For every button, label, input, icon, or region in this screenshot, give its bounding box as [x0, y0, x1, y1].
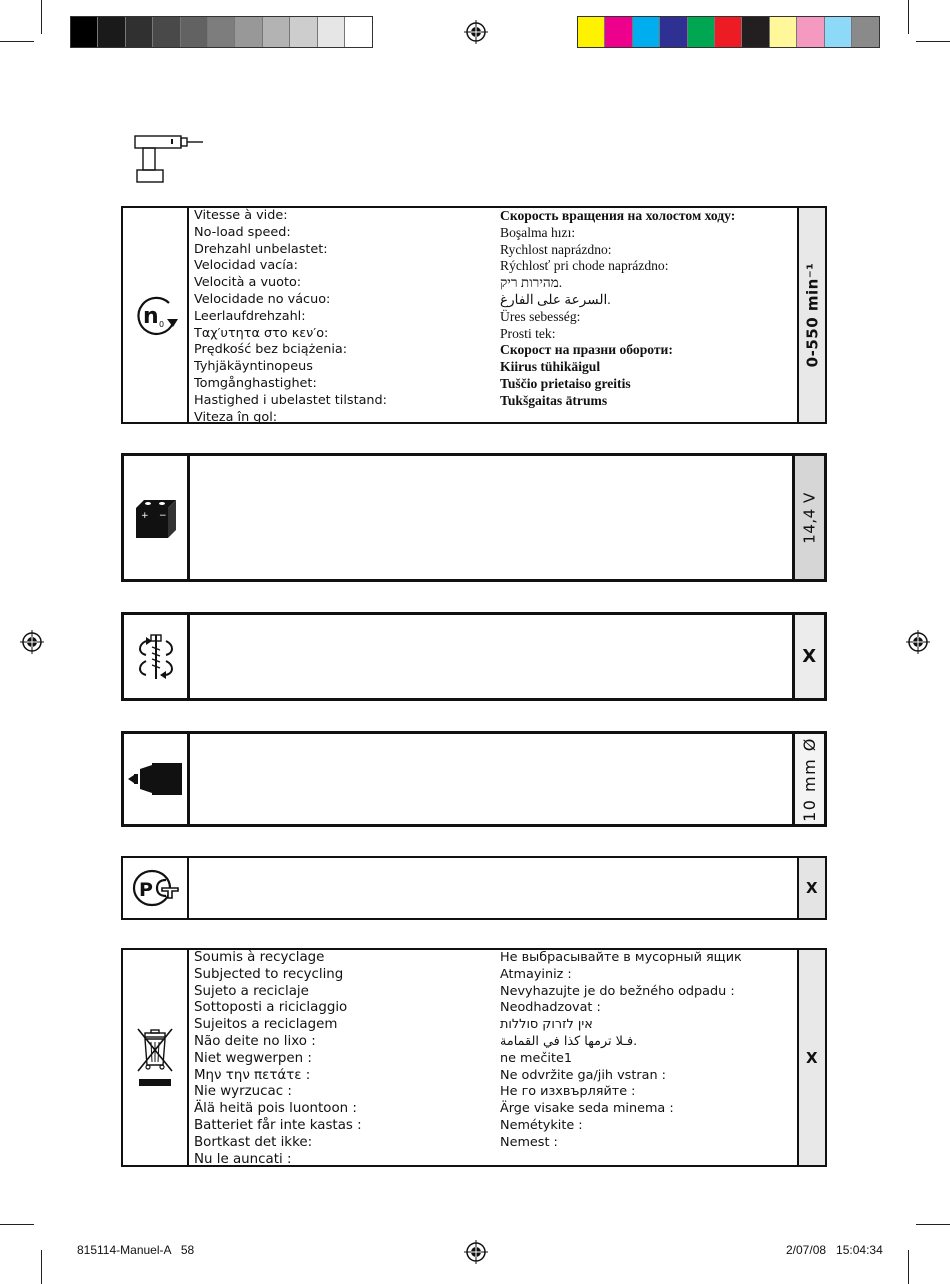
- spec-label: .فـلا ترمها كذا في القمامة: [500, 1033, 638, 1049]
- registration-mark-icon: [464, 20, 488, 44]
- color-swatch: [290, 17, 317, 47]
- crop-mark: [916, 41, 950, 42]
- battery-icon: [132, 496, 180, 540]
- chuck-icon: [126, 761, 186, 797]
- spec-label: Не го изхвърляйте :: [500, 1084, 636, 1100]
- spec-label: Niet wegwerpen :: [194, 1050, 312, 1066]
- torque-adjust-icon: [136, 631, 176, 683]
- spec-label: Скорост на празни обороти:: [500, 342, 673, 358]
- color-swatch: [660, 17, 687, 47]
- spec-label: Tyhjäkäyntinopeus: [194, 359, 313, 375]
- spec-label: Älä heitä pois luontoon :: [194, 1101, 357, 1117]
- spec-label: Vitesse à vide:: [194, 208, 288, 223]
- recycling-labels-left: [194, 950, 362, 1168]
- registration-mark-icon: [20, 630, 44, 654]
- speed-value-cell: [797, 208, 825, 422]
- spec-label: Tukšgaitas ātrums: [500, 392, 608, 408]
- spec-label: Soumis à recyclage: [194, 950, 325, 965]
- spec-label: .السرعة على الفارغ: [500, 291, 611, 307]
- color-swatch: [688, 17, 715, 47]
- certification-value: X: [805, 879, 819, 897]
- color-swatch: [852, 17, 879, 47]
- pct-certification-icon: [130, 867, 180, 909]
- color-swatch: [98, 17, 125, 47]
- spec-label: No-load speed:: [194, 224, 291, 240]
- color-swatch: [153, 17, 180, 47]
- color-swatch: [797, 17, 824, 47]
- recycling-value-cell: [797, 950, 825, 1165]
- spec-label: Hastighed i ubelastet tilstand:: [194, 392, 387, 408]
- spec-label: Rýchlosť pri chode naprázdno:: [500, 258, 669, 274]
- chuck-icon-cell: [124, 734, 190, 824]
- color-swatch: [235, 17, 262, 47]
- battery-value-cell: [792, 456, 824, 579]
- spec-label: Nie wyrzucac :: [194, 1084, 292, 1100]
- spec-label: Leerlaufdrehzahl:: [194, 308, 306, 324]
- spec-label: Prędkość bez bciążenia:: [194, 342, 348, 358]
- speed-icon-cell: [123, 208, 189, 422]
- spec-label: Üres sebesség:: [500, 308, 581, 324]
- spec-label: Neodhadzovat :: [500, 1000, 601, 1016]
- svg-text:0: 0: [159, 320, 165, 329]
- spec-label: Velocità a vuoto:: [194, 275, 302, 291]
- spec-label: Velocidade no vácuo:: [194, 291, 331, 307]
- color-swatch: [633, 17, 660, 47]
- spec-label: Velocidad vacía:: [194, 258, 298, 274]
- spec-label: Nu le auncati :: [194, 1151, 292, 1167]
- drill-icon: [131, 132, 207, 186]
- color-swatch: [825, 17, 852, 47]
- registration-mark-icon: [464, 1240, 488, 1264]
- crop-mark: [0, 41, 34, 42]
- grayscale-color-bar: [70, 16, 373, 48]
- battery-voltage-box: [121, 453, 827, 582]
- color-swatch: [742, 17, 769, 47]
- spec-label: Ταχ′υτητα στο κεν′ο:: [194, 325, 329, 341]
- speed-labels-left: [194, 208, 387, 426]
- crossed-bin-icon: [135, 1027, 175, 1089]
- no-load-speed-icon: [129, 293, 181, 337]
- svg-text:−: −: [158, 510, 167, 521]
- crop-mark: [41, 0, 42, 34]
- spec-label: Batteriet får inte kastas :: [194, 1117, 362, 1133]
- footer-timestamp: 2/07/08 15:04:34: [786, 1243, 883, 1257]
- chuck-capacity-box: [121, 731, 827, 827]
- torque-value: X: [802, 646, 817, 667]
- color-swatch: [181, 17, 208, 47]
- spec-label: .מהירות ריק: [500, 275, 563, 291]
- footer-file-info: 815114-Manuel-A 58: [77, 1243, 195, 1257]
- spec-label: Nevyhazujte je do bežného odpadu :: [500, 983, 735, 999]
- spec-label: Μην την πετάτε :: [194, 1067, 311, 1083]
- spec-label: Tomgånghastighet:: [194, 375, 317, 391]
- certification-box: [121, 856, 827, 920]
- process-color-bar: [577, 16, 880, 48]
- spec-label: Prosti tek:: [500, 325, 556, 341]
- crop-mark: [0, 1224, 34, 1225]
- color-swatch: [578, 17, 605, 47]
- spec-label: Sujeitos a reciclagem: [194, 1017, 338, 1033]
- recycling-icon-cell: [123, 950, 189, 1165]
- spec-label: Sujeto a reciclaje: [194, 983, 309, 999]
- color-swatch: [605, 17, 632, 47]
- color-swatch: [345, 17, 372, 47]
- torque-icon-cell: [124, 615, 190, 698]
- spec-label: Kiirus tühikäigul: [500, 359, 601, 375]
- spec-label: Viteza în gol:: [194, 409, 278, 425]
- speed-value: 0-550 min⁻¹: [803, 262, 822, 368]
- spec-label: Não deite no lixo :: [194, 1033, 316, 1049]
- color-swatch: [126, 17, 153, 47]
- spec-label: Не выбрасывайте в мусорный ящик: [500, 950, 742, 965]
- no-load-speed-box: [121, 206, 827, 424]
- spec-label: Tuščio prietaiso greitis: [500, 375, 631, 391]
- crop-mark: [908, 0, 909, 34]
- spec-label: אין לזרוק סוללות: [500, 1017, 593, 1033]
- spec-label: Скорость вращения на холостом ходу:: [500, 208, 736, 223]
- recycling-value: X: [805, 1048, 819, 1067]
- svg-text:n: n: [143, 304, 159, 329]
- crop-mark: [916, 1224, 950, 1225]
- svg-text:P: P: [139, 879, 153, 901]
- chuck-value-cell: [792, 734, 824, 824]
- spec-label: Boşalma hızı:: [500, 224, 576, 240]
- crop-mark: [908, 1250, 909, 1284]
- color-swatch: [71, 17, 98, 47]
- torque-adjust-box: [121, 612, 827, 701]
- spec-label: Ne odvržite ga/jih vstran :: [500, 1067, 666, 1083]
- battery-value: 14,4 V: [800, 491, 819, 544]
- spec-label: Sottoposti a riciclaggio: [194, 1000, 348, 1016]
- certification-icon-cell: [123, 858, 189, 918]
- recycling-labels-right: [500, 950, 742, 1152]
- spec-label: Rychlost naprázdno:: [500, 241, 612, 257]
- color-swatch: [770, 17, 797, 47]
- spec-label: Nemétykite :: [500, 1117, 583, 1133]
- svg-text:+: +: [140, 510, 149, 521]
- color-swatch: [263, 17, 290, 47]
- spec-label: ne mečite1: [500, 1050, 573, 1066]
- spec-label: Drehzahl unbelastet:: [194, 241, 328, 257]
- torque-value-cell: [792, 615, 824, 698]
- spec-label: Atmayiniz :: [500, 966, 572, 982]
- spec-label: Ärge visake seda minema :: [500, 1101, 674, 1117]
- color-swatch: [208, 17, 235, 47]
- color-swatch: [318, 17, 345, 47]
- spec-label: Nemest :: [500, 1134, 558, 1150]
- color-swatch: [715, 17, 742, 47]
- battery-icon-cell: [124, 456, 190, 579]
- chuck-value: 10 mm Ø: [800, 736, 820, 822]
- crop-mark: [41, 1250, 42, 1284]
- spec-label: Bortkast det ikke:: [194, 1134, 313, 1150]
- recycling-box: [121, 948, 827, 1167]
- speed-labels-right: [500, 208, 735, 410]
- certification-value-cell: [797, 858, 825, 918]
- registration-mark-icon: [906, 630, 930, 654]
- spec-label: Subjected to recycling: [194, 966, 344, 982]
